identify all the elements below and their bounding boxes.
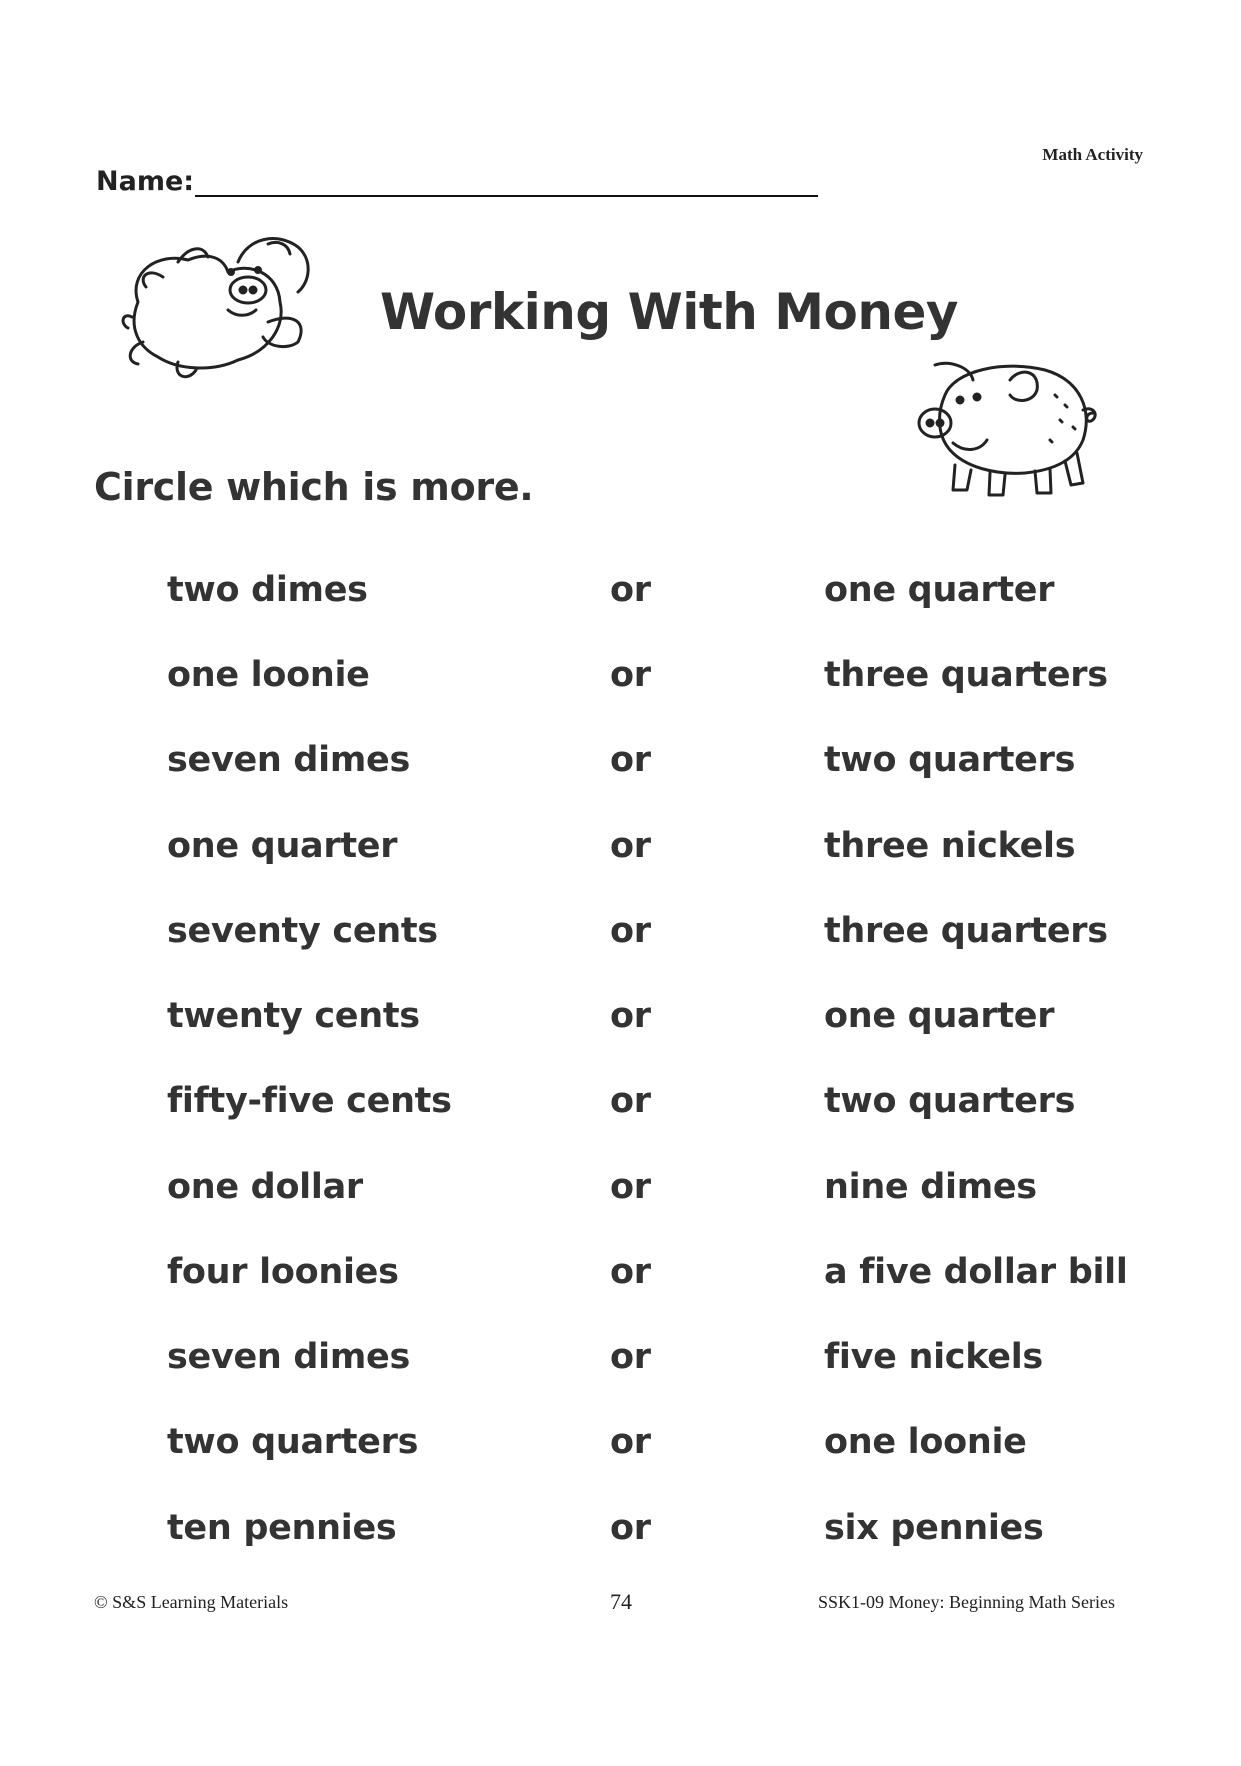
right-option[interactable]: five nickels <box>824 1337 1043 1377</box>
piggy-bank-icon <box>915 355 1100 503</box>
comparison-row <box>0 996 1241 1046</box>
left-option[interactable]: two dimes <box>167 570 368 610</box>
right-option[interactable]: six pennies <box>824 1508 1044 1548</box>
left-option[interactable]: seven dimes <box>167 1337 411 1377</box>
left-option[interactable]: two quarters <box>167 1422 419 1462</box>
comparison-row <box>0 1508 1241 1558</box>
comparison-row <box>0 740 1241 790</box>
comparison-row <box>0 1422 1241 1472</box>
left-option[interactable]: four loonies <box>167 1252 399 1292</box>
right-option[interactable]: three quarters <box>824 911 1108 951</box>
comparison-row <box>0 826 1241 876</box>
flying-pig-icon <box>118 232 328 390</box>
or-label: or <box>610 911 651 951</box>
or-label: or <box>610 1167 651 1207</box>
or-label: or <box>610 826 651 866</box>
name-input-line[interactable] <box>195 195 818 197</box>
left-option[interactable]: twenty cents <box>167 996 420 1036</box>
left-option[interactable]: ten pennies <box>167 1508 397 1548</box>
page-number: 74 <box>610 1589 632 1614</box>
right-option[interactable]: one quarter <box>824 570 1055 610</box>
or-label: or <box>610 740 651 780</box>
or-label: or <box>610 1252 651 1292</box>
comparison-row <box>0 1167 1241 1217</box>
right-option[interactable]: two quarters <box>824 740 1076 780</box>
right-option[interactable]: one loonie <box>824 1422 1027 1462</box>
or-label: or <box>610 570 651 610</box>
comparison-row <box>0 1337 1241 1387</box>
page-title: Working With Money <box>380 283 958 341</box>
left-option[interactable]: one loonie <box>167 655 370 695</box>
right-option[interactable]: two quarters <box>824 1081 1076 1121</box>
right-option[interactable]: three quarters <box>824 655 1108 695</box>
comparison-row <box>0 570 1241 620</box>
or-label: or <box>610 1081 651 1121</box>
left-option[interactable]: one dollar <box>167 1167 363 1207</box>
right-option[interactable]: three nickels <box>824 826 1076 866</box>
activity-tag: Math Activity <box>1042 145 1143 164</box>
comparison-row <box>0 1081 1241 1131</box>
right-option[interactable]: a five dollar bill <box>824 1252 1128 1292</box>
comparison-row <box>0 655 1241 705</box>
instruction-text: Circle which is more. <box>94 465 534 509</box>
or-label: or <box>610 996 651 1036</box>
comparison-row <box>0 1252 1241 1302</box>
left-option[interactable]: fifty-five cents <box>167 1081 452 1121</box>
or-label: or <box>610 1337 651 1377</box>
right-option[interactable]: one quarter <box>824 996 1055 1036</box>
left-option[interactable]: seventy cents <box>167 911 438 951</box>
left-option[interactable]: one quarter <box>167 826 398 866</box>
comparison-row <box>0 911 1241 961</box>
name-label: Name: <box>96 166 195 197</box>
or-label: or <box>610 1422 651 1462</box>
right-option[interactable]: nine dimes <box>824 1167 1037 1207</box>
or-label: or <box>610 655 651 695</box>
or-label: or <box>610 1508 651 1548</box>
footer-copyright: © S&S Learning Materials <box>94 1592 289 1612</box>
left-option[interactable]: seven dimes <box>167 740 411 780</box>
footer-series: SSK1-09 Money: Beginning Math Series <box>818 1592 1115 1612</box>
